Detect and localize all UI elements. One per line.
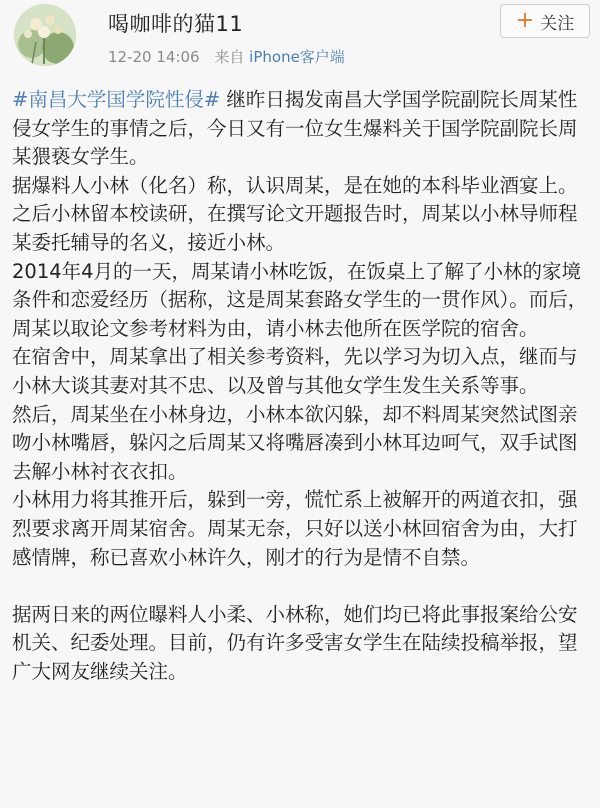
username[interactable]: 喝咖啡的猫11 [108, 12, 244, 36]
post-meta [108, 46, 345, 67]
post-paragraph-3: 2014年4月的一天，周某请小林吃饭，在饭桌上了解了小林的家境条件和恋爱经历（据称，这是周某套路女学生的一贯作风）。而后，周某以取论文参考材料为由，请小林去他所在医学院的宿舍。 [12, 259, 588, 340]
post-header [0, 0, 600, 78]
follow-label: 关注 [540, 13, 575, 34]
source-client-link[interactable]: iPhone客户端 [249, 48, 345, 66]
follow-button[interactable] [500, 4, 590, 38]
flower-avatar-icon [14, 4, 76, 66]
post-time: 12-20 14:06 [108, 48, 200, 66]
post-paragraph-7: 据两日来的两位曝料人小柔、小林称，她们均已将此事报案给公安机关、纪委处理。目前，仍有许多受害女学生在陆续投稿举报，望广大网友继续关注。 [12, 602, 578, 683]
source-prefix: 来自 [214, 48, 245, 66]
hashtag-link[interactable]: #南昌大学国学院性侵# [12, 88, 221, 111]
paragraph-text: 继昨日揭发南昌大学国学院副院长周某性侵女学生的事情之后，今日又有一位女生爆料关于国学院副院长周某猥亵女学生。 [12, 88, 578, 169]
post-paragraph-1 [12, 86, 596, 172]
plus-icon: + [515, 8, 535, 33]
post-body [12, 86, 596, 686]
user-avatar[interactable] [14, 4, 76, 66]
paragraph-spacer [12, 572, 596, 601]
post-paragraph-6: 小林用力将其推开后，躲到一旁，慌忙系上被解开的两道衣扣，强烈要求离开周某宿舍。周某无奈，只好以送小林回宿舍为由，大打感情牌，称已喜欢小林许久，刚才的行为是情不自禁。 [12, 488, 578, 569]
post-paragraph-2: 据爆料人小林（化名）称，认识周某，是在她的本科毕业酒宴上。之后小林留本校读研，在撰写论文开题报告时，周某以小林导师程某委托辅导的名义，接近小林。 [12, 173, 578, 254]
post-paragraph-4: 在宿舍中，周某拿出了相关参考资料，先以学习为切入点，继而与小林大谈其妻对其不忠、以及曾与其他女学生发生关系等事。 [12, 345, 578, 397]
post-paragraph-5: 然后，周某坐在小林身边，小林本欲闪躲，却不料周某突然试图亲吻小林嘴唇，躲闪之后周某又将嘴唇凑到小林耳边呵气，双手试图去解小林衬衣衣扣。 [12, 402, 578, 483]
